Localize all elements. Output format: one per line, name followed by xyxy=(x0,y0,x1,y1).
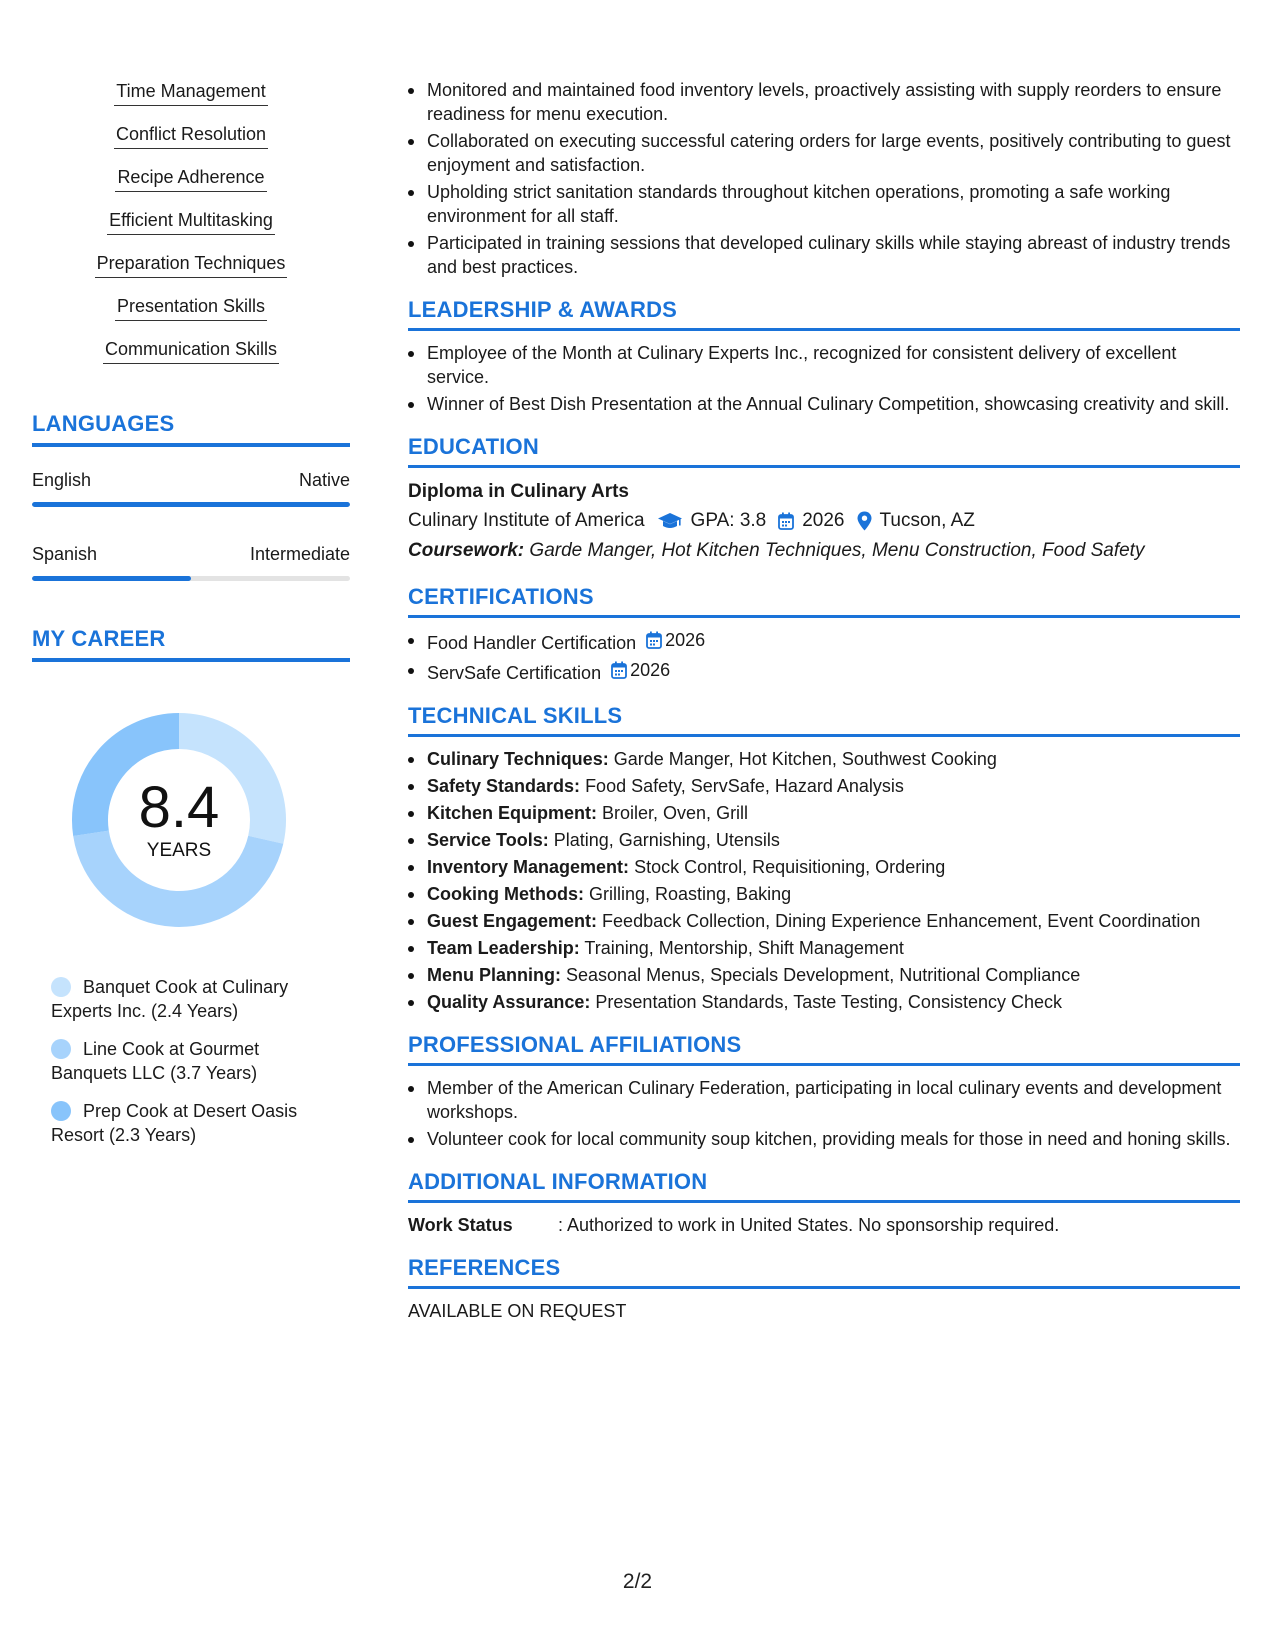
legend-label: Line Cook at Gourmet Banquets LLC (3.7 Years) xyxy=(51,1039,260,1083)
coursework xyxy=(408,536,1240,566)
leadership-heading: LEADERSHIP & AWARDS xyxy=(408,297,1240,331)
skill-values: Stock Control, Requisitioning, Ordering xyxy=(634,857,946,877)
experience-bullet: Upholding strict sanitation standards throughout kitchen operations, promoting a safe working environment for all staff. xyxy=(408,180,1240,228)
technical-skill-item xyxy=(408,990,1240,1014)
gpa: GPA: 3.8 xyxy=(690,510,767,531)
education-heading: EDUCATION xyxy=(408,434,1240,468)
skill-category: Team Leadership: xyxy=(427,938,580,958)
references-section xyxy=(408,1255,1240,1323)
technical-skill-item xyxy=(408,774,1240,798)
references-text: AVAILABLE ON REQUEST xyxy=(408,1301,627,1321)
affiliation-item: Member of the American Culinary Federation, participating in local culinary events and development workshops. xyxy=(408,1076,1240,1124)
skill-item: Presentation Skills xyxy=(115,293,267,321)
coursework-list: Garde Manger, Hot Kitchen Techniques, Menu Construction, Food Safety xyxy=(529,540,1145,561)
skill-item: Recipe Adherence xyxy=(115,164,266,192)
skill-category: Cooking Methods: xyxy=(427,884,584,904)
skill-category: Kitchen Equipment: xyxy=(427,803,597,823)
calendar-icon xyxy=(646,631,662,649)
education-section xyxy=(408,434,1240,566)
technical-skill-item xyxy=(408,909,1240,933)
language-item xyxy=(32,468,350,507)
skill-values: Plating, Garnishing, Utensils xyxy=(553,830,780,850)
career-legend xyxy=(51,975,321,1147)
legend-dot-icon xyxy=(51,977,71,997)
legend-label: Banquet Cook at Culinary Experts Inc. (2.4 Years) xyxy=(51,977,289,1021)
work-status-row xyxy=(408,1213,1240,1237)
career-legend-item xyxy=(51,1037,321,1085)
certification-year: 2026 xyxy=(630,660,671,680)
skill-category: Guest Engagement: xyxy=(427,911,598,931)
language-proficiency-fill xyxy=(32,576,191,581)
skill-item: Time Management xyxy=(114,78,267,106)
references-heading: REFERENCES xyxy=(408,1255,1240,1289)
skill-values: Food Safety, ServSafe, Hazard Analysis xyxy=(585,776,904,796)
skill-values: Training, Mentorship, Shift Management xyxy=(584,938,904,958)
skill-values: Presentation Standards, Taste Testing, Consistency Check xyxy=(595,992,1062,1012)
experience-bullet: Monitored and maintained food inventory levels, proactively assisting with supply reorders to ensure readiness for menu execution. xyxy=(408,78,1240,126)
language-level: Native xyxy=(298,470,350,490)
page-number: 2/2 xyxy=(622,1570,653,1593)
leadership-section xyxy=(408,297,1240,416)
certification-item xyxy=(408,628,1240,655)
technical-skill-item xyxy=(408,855,1240,879)
coursework-label: Coursework: xyxy=(408,540,525,561)
career-total-years: 8.4 xyxy=(138,775,220,840)
skill-values: Feedback Collection, Dining Experience Enhancement, Event Coordination xyxy=(602,911,1201,931)
calendar-icon xyxy=(778,512,794,530)
legend-dot-icon xyxy=(51,1039,71,1059)
legend-label: Prep Cook at Desert Oasis Resort (2.3 Years) xyxy=(51,1101,298,1145)
certification-name: ServSafe Certification xyxy=(427,663,602,683)
certification-name: Food Handler Certification xyxy=(427,633,637,653)
languages-heading: LANGUAGES xyxy=(32,411,350,447)
additional-info-section xyxy=(408,1169,1240,1237)
work-status-value: : Authorized to work in United States. No sponsorship required. xyxy=(558,1215,1060,1235)
graduation-year: 2026 xyxy=(802,510,845,531)
technical-skill-item xyxy=(408,747,1240,771)
technical-skill-item xyxy=(408,882,1240,906)
career-legend-item xyxy=(51,1099,321,1147)
language-name: Spanish xyxy=(32,544,98,564)
degree-title: Diploma in Culinary Arts xyxy=(408,481,629,502)
technical-skill-item xyxy=(408,963,1240,987)
certifications-section xyxy=(408,584,1240,685)
certification-year: 2026 xyxy=(665,630,706,650)
skill-category: Quality Assurance: xyxy=(427,992,591,1012)
technical-skills-heading: TECHNICAL SKILLS xyxy=(408,703,1240,737)
language-level: Intermediate xyxy=(249,544,350,564)
location-pin-icon xyxy=(857,511,872,531)
affiliation-item: Volunteer cook for local community soup kitchen, providing meals for those in need and honing skills. xyxy=(408,1127,1240,1151)
left-column xyxy=(32,78,350,1161)
career-legend-item xyxy=(51,975,321,1023)
skill-item: Communication Skills xyxy=(103,336,279,364)
skill-category: Menu Planning: xyxy=(427,965,561,985)
languages-list xyxy=(32,468,350,581)
skill-item: Efficient Multitasking xyxy=(107,207,275,235)
technical-skill-item xyxy=(408,828,1240,852)
certification-item xyxy=(408,658,1240,685)
technical-skills-section xyxy=(408,703,1240,1014)
legend-dot-icon xyxy=(51,1101,71,1121)
calendar-icon xyxy=(611,661,627,679)
language-proficiency-bar xyxy=(32,502,350,507)
career-heading: MY CAREER xyxy=(32,626,350,662)
language-proficiency-bar xyxy=(32,576,350,581)
skill-category: Safety Standards: xyxy=(427,776,581,796)
career-total-unit: YEARS xyxy=(146,840,212,861)
technical-skill-item xyxy=(408,801,1240,825)
career-donut-chart xyxy=(65,706,293,934)
skill-item: Preparation Techniques xyxy=(95,250,288,278)
affiliations-heading: PROFESSIONAL AFFILIATIONS xyxy=(408,1032,1240,1066)
skill-category: Service Tools: xyxy=(427,830,549,850)
language-proficiency-fill xyxy=(32,502,350,507)
affiliations-section xyxy=(408,1032,1240,1151)
soft-skills-list xyxy=(32,78,350,379)
skill-values: Garde Manger, Hot Kitchen, Southwest Cooking xyxy=(613,749,997,769)
skill-item: Conflict Resolution xyxy=(114,121,268,149)
experience-bullet: Participated in training sessions that developed culinary skills while staying abreast of industry trends and best practices. xyxy=(408,231,1240,279)
skill-values: Seasonal Menus, Specials Development, Nutritional Compliance xyxy=(566,965,1081,985)
skill-values: Broiler, Oven, Grill xyxy=(602,803,749,823)
skill-category: Inventory Management: xyxy=(427,857,630,877)
school-location: Tucson, AZ xyxy=(879,510,975,531)
experience-bullets xyxy=(408,78,1240,279)
language-item xyxy=(32,542,350,581)
certifications-heading: CERTIFICATIONS xyxy=(408,584,1240,618)
right-column xyxy=(408,78,1240,1323)
school-name: Culinary Institute of America xyxy=(408,510,645,531)
technical-skill-item xyxy=(408,936,1240,960)
graduation-cap-icon xyxy=(657,512,683,530)
award-item: Winner of Best Dish Presentation at the Annual Culinary Competition, showcasing creativity and skill. xyxy=(408,392,1240,416)
additional-info-heading: ADDITIONAL INFORMATION xyxy=(408,1169,1240,1203)
award-item: Employee of the Month at Culinary Experts Inc., recognized for consistent delivery of excellent service. xyxy=(408,341,1240,389)
skill-category: Culinary Techniques: xyxy=(427,749,609,769)
skill-values: Grilling, Roasting, Baking xyxy=(589,884,792,904)
work-status-label: Work Status xyxy=(408,1215,513,1235)
language-name: English xyxy=(32,470,92,490)
experience-bullet: Collaborated on executing successful catering orders for large events, positively contributing to guest enjoyment and satisfaction. xyxy=(408,129,1240,177)
education-details xyxy=(408,506,1240,536)
